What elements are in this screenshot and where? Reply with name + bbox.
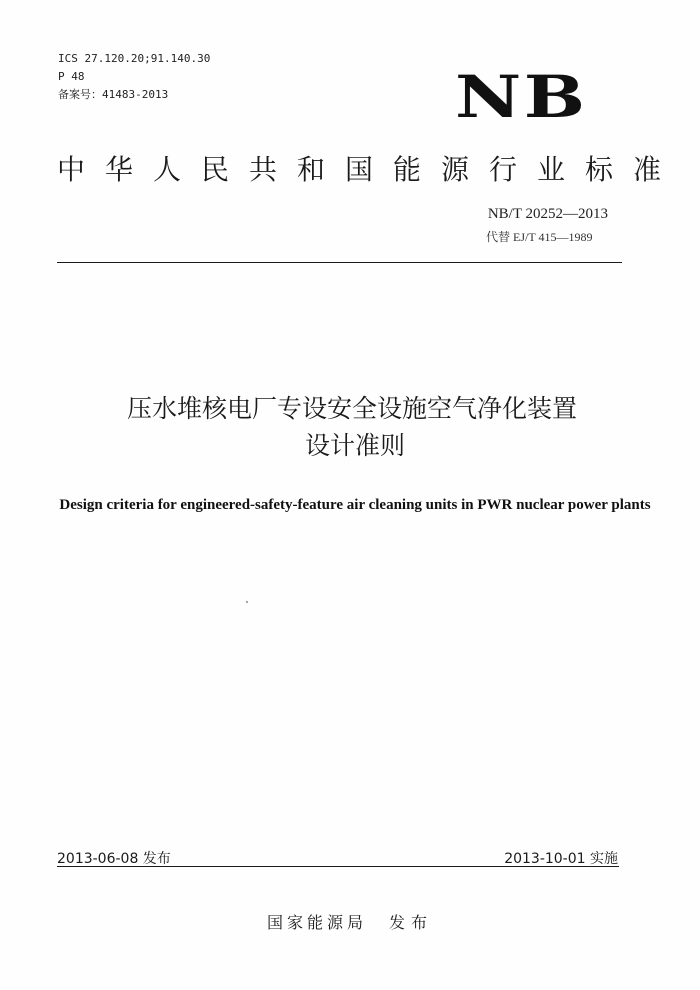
standard-number: NB/T 20252—2013: [487, 206, 608, 222]
chinese-title-line2: 设计准则: [304, 431, 405, 460]
bottom-divider: [57, 866, 619, 867]
record-number: 备案号：41483-2013: [58, 88, 169, 101]
standard-category-title: 中华人民共和国能源行业标准: [57, 153, 682, 186]
publisher-action: 发布: [389, 913, 434, 932]
issue-date: 2013-06-08 发布: [57, 851, 171, 867]
implementation-date: 2013-10-01 实施: [504, 851, 618, 867]
publisher-name: 国家能源局: [266, 913, 367, 932]
ics-code: ICS 27.120.20;91.140.30: [58, 52, 211, 65]
chinese-title: [0, 390, 700, 464]
chinese-title-line1: 压水堆核电厂专设安全设施空气净化装置: [126, 394, 577, 423]
publisher-line: [0, 910, 700, 933]
classification-code: P 48: [58, 70, 85, 83]
classification-block: [58, 50, 210, 104]
nb-logo: NB: [455, 63, 588, 131]
replaces-standard: 代替 EJ/T 415—1989: [486, 230, 593, 244]
scan-speck: [246, 601, 248, 603]
top-divider: [57, 262, 622, 263]
english-title: Design criteria for engineered-safety-feature air cleaning units in PWR nuclear power plants: [59, 497, 651, 513]
